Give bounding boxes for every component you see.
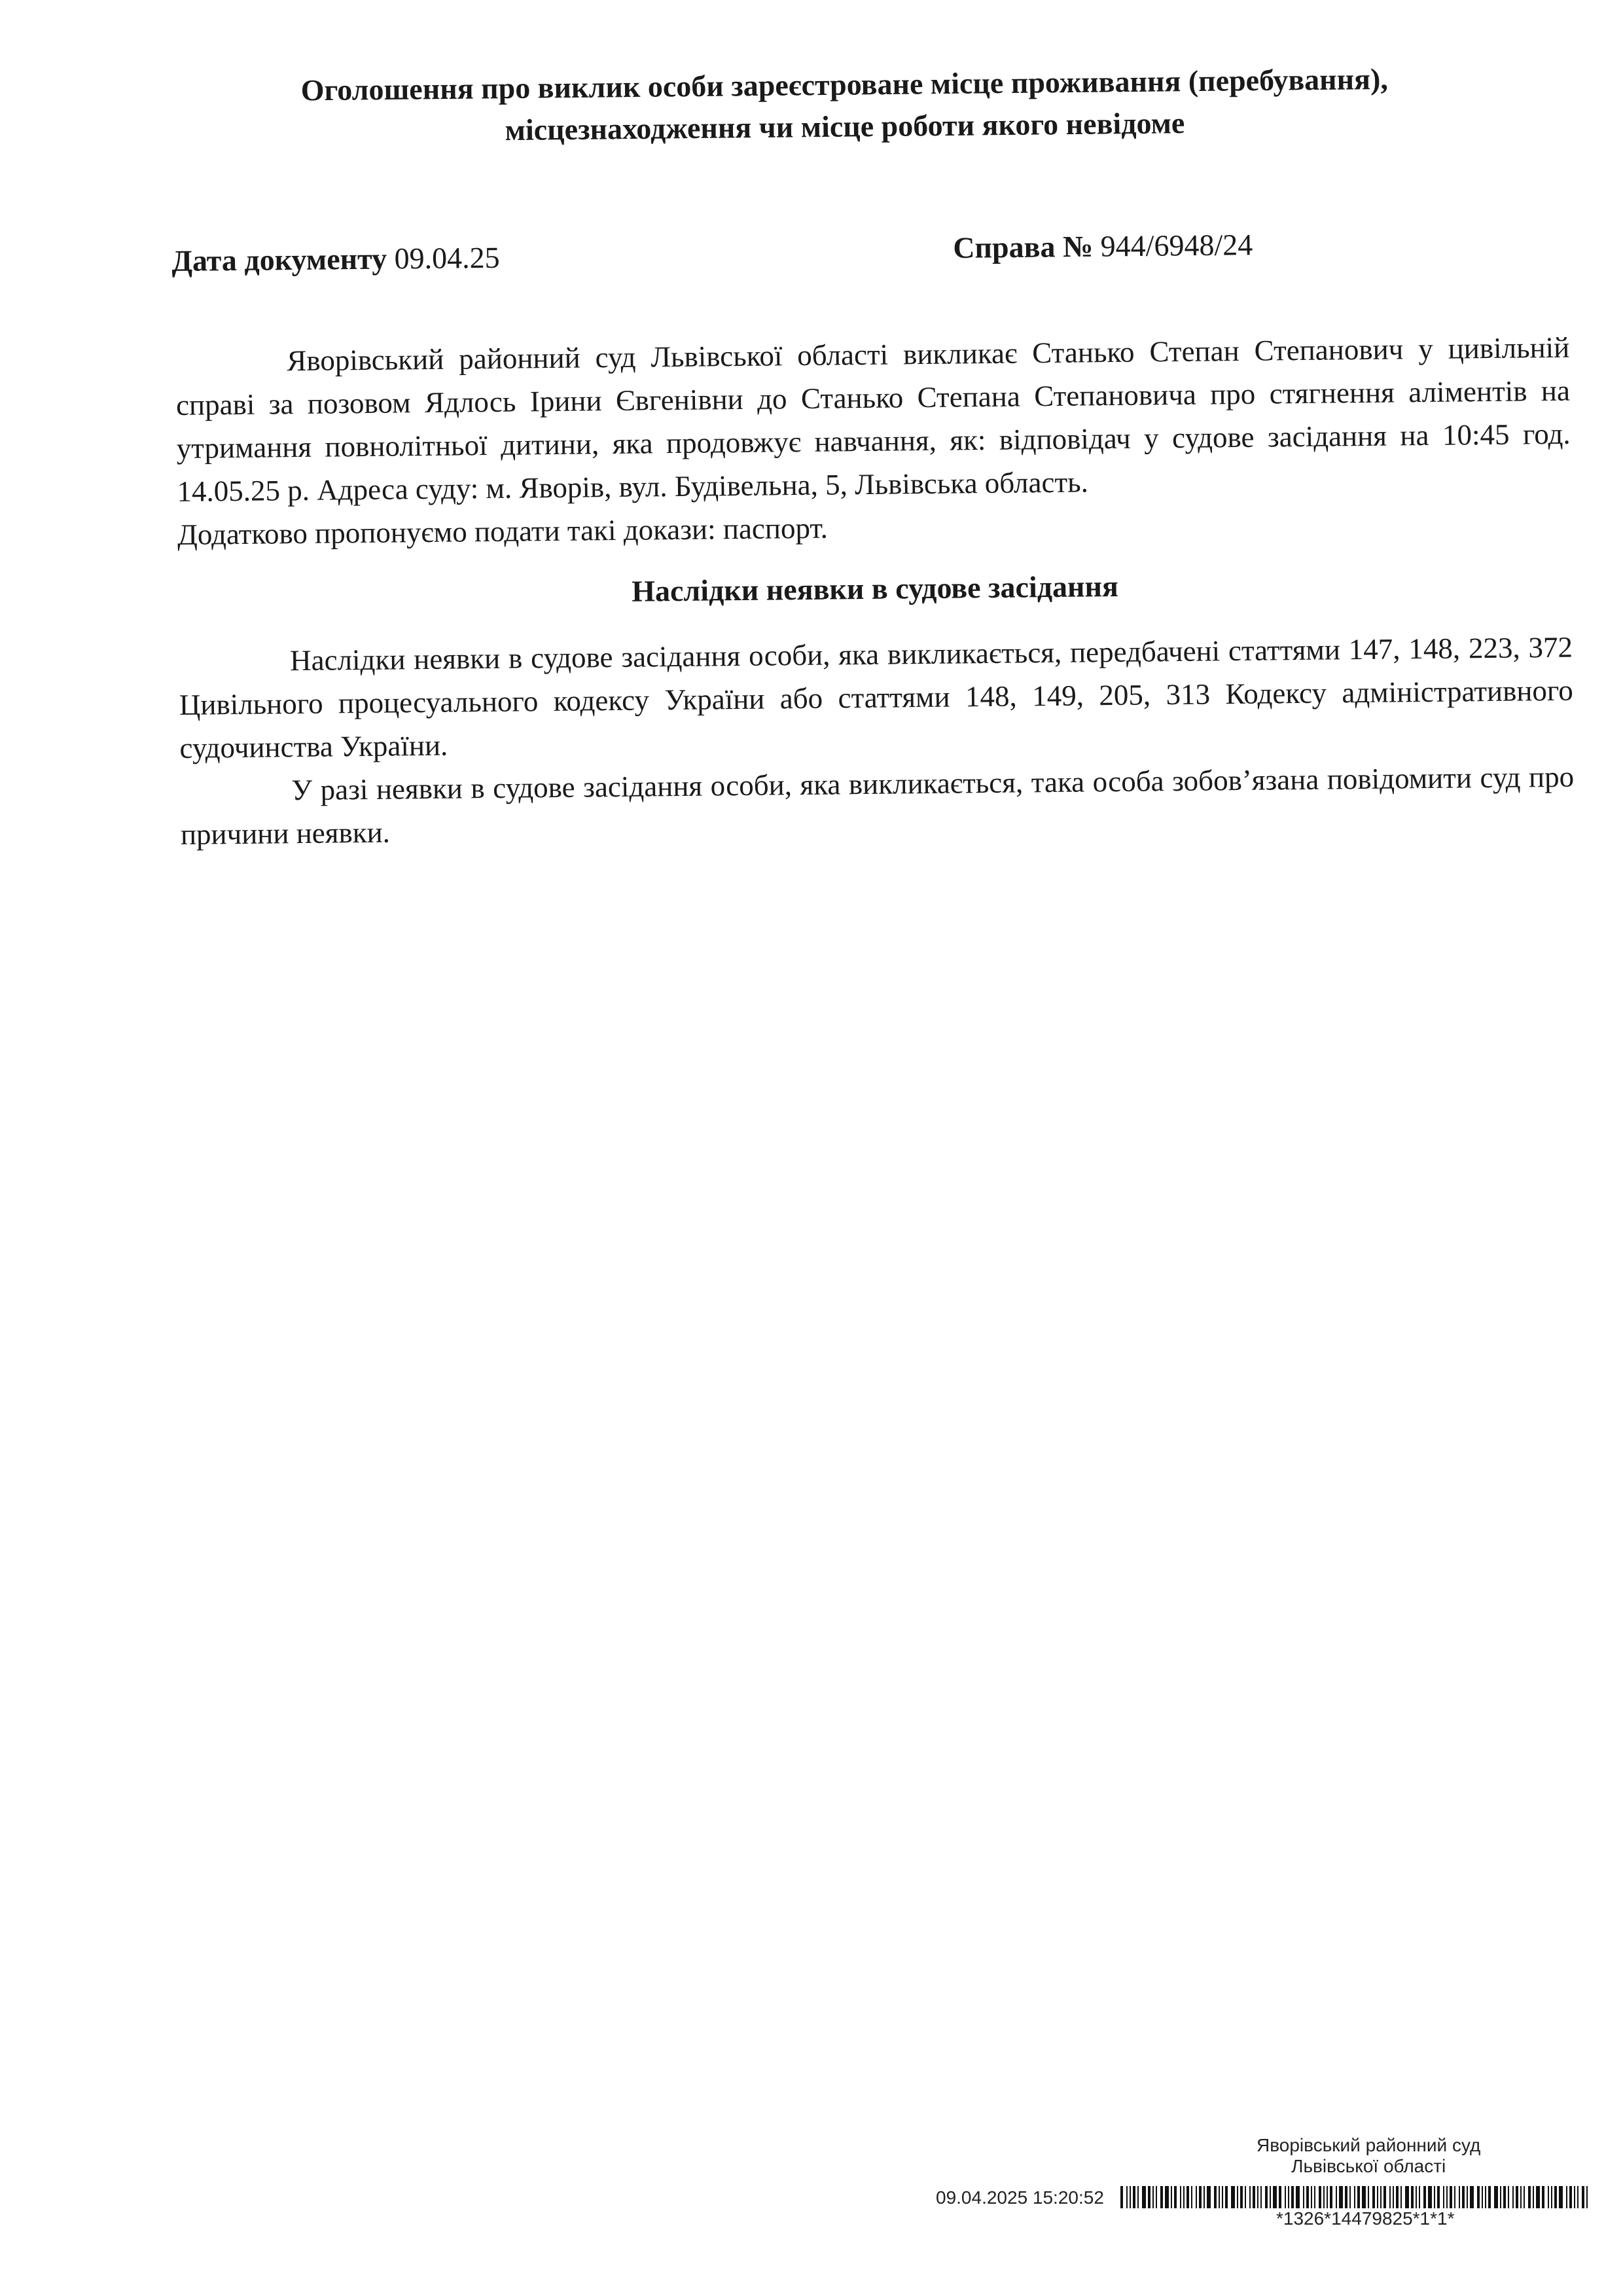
document-body: [175, 326, 1575, 856]
barcode-text: *1326*14479825*1*1*: [1276, 2208, 1455, 2229]
case-label: Справа №: [953, 229, 1094, 264]
title-line-2: місцезнаходження чи місце роботи якого невідоме: [505, 106, 1185, 147]
notice-paragraph: У разі неявки в судове засідання особи, яка викликається, така особа зобов’язана повідомити суд про причини неявки.: [180, 760, 1575, 851]
case-value: 944/6948/24: [1100, 228, 1253, 263]
case-number: [953, 227, 1253, 265]
document-title: [196, 57, 1493, 154]
date-label: Дата документу: [171, 242, 387, 278]
summons-paragraph: Яворівський районний суд Львівської області викликає Станько Степан Степанович у цивільній справі за позовом Ядлось Ірини Євгенівни до Станько Степана Степановича про стягнення аліментів на утримання повнолітньої дитини, яка продовжує навчання, як: відповідач у судове засідання на 10:45 год. 14.05.25 р. Адреса суду: м. Яворів, вул. Будівельна, 5, Львівська область.: [175, 331, 1571, 508]
court-name: Яворівський районний суд: [1257, 2135, 1481, 2155]
date-value: 09.04.25: [394, 240, 500, 276]
consequences-heading: Наслідки неявки в судове засідання: [631, 569, 1119, 608]
title-line-1: Оголошення про виклик особи зареєстроване місце проживання (перебування),: [300, 62, 1389, 107]
consequences-paragraph: Наслідки неявки в судове засідання особи, яка викликається, передбачені статтями 147, 148, 223, 372 Цивільного процесуального кодексу України або статтями 148, 149, 205, 313 Кодексу адміністративного судочинства України.: [179, 630, 1573, 764]
barcode: [1119, 2186, 1590, 2208]
court-region: Львівської області: [1291, 2156, 1446, 2176]
registration-timestamp: 09.04.2025 15:20:52: [936, 2187, 1104, 2208]
registration-stamp: [936, 2135, 1603, 2233]
document-date: [171, 240, 500, 278]
evidence-paragraph: Додатково пропонуємо подати такі докази: паспорт.: [177, 511, 829, 551]
court-stamp: [1257, 2135, 1480, 2177]
